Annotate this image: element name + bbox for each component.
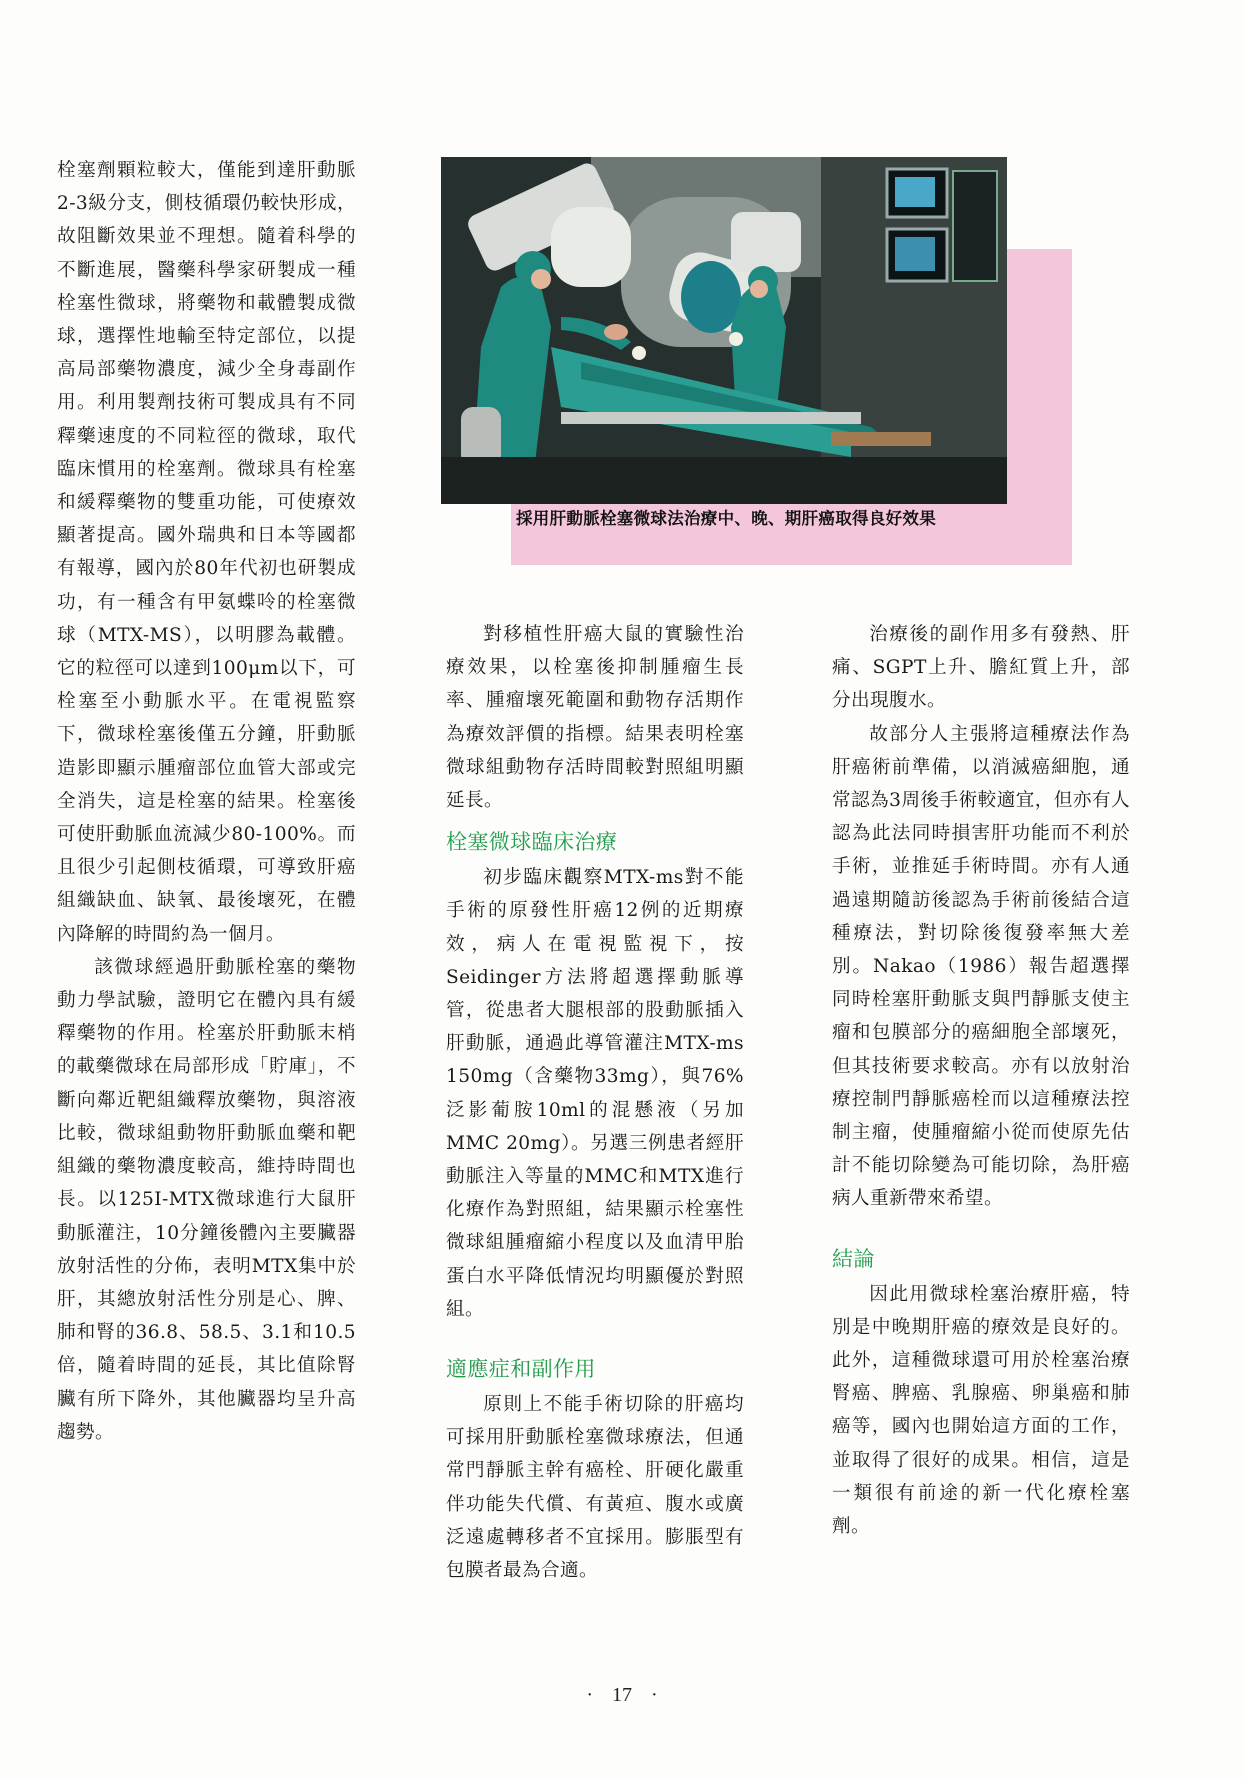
photo-caption: 採用肝動脈栓塞微球法治療中、晚、期肝癌取得良好效果 — [516, 509, 936, 528]
page-number — [0, 1684, 1244, 1707]
body-paragraph: 栓塞劑顆粒較大，僅能到達肝動脈2-3級分支，側枝循環仍較快形成，故阻斷效果並不理想。隨着科學的不斷進展，醫藥科學家研製成一種栓塞性微球，將藥物和載體製成微球，選擇性地輸至特定部位，以提高局部藥物濃度，減少全身毒副作用。利用製劑技術可製成具有不同釋藥速度的不同粒徑的微球，取代臨床慣用的栓塞劑。微球具有栓塞和緩釋藥物的雙重功能，可使療效顯著提高。國外瑞典和日本等國都有報導，國內於80年代初也研製成功，有一種含有甲氨蝶呤的栓塞微球（MTX-MS），以明膠為載體。它的粒徑可以達到100μm以下，可栓塞至小動脈水平。在電視監察下，微球栓塞後僅五分鐘，肝動脈造影即顯示腫瘤部位血管大部或完全消失，這是栓塞的結果。栓塞後可使肝動脈血流減少80-100%。而且很少引起側枝循環，可導致肝癌組織缺血、缺氧、最後壞死，在體內降解的時間約為一個月。 — [57, 160, 356, 945]
body-paragraph: 初步臨床觀察MTX-ms對不能手術的原發性肝癌12例的近期療效，病人在電視監視下，按Seidinger方法將超選擇動脈導管，從患者大腿根部的股動脈插入肝動脈，通過此導管灌注MTX-ms 150mg（含藥物33mg），與76%泛影葡胺10ml的混懸液（另加MMC 20mg）。另選三例患者經肝動脈注入等量的MMC和MTX進行化療作為對照組，結果顯示栓塞性微球組腫瘤縮小程度以及血清甲胎蛋白水平降低情況均明顯優於對照組。 — [446, 867, 744, 1320]
figure — [441, 157, 1073, 565]
body-paragraph: 對移植性肝癌大鼠的實驗性治療效果，以栓塞後抑制腫瘤生長率、腫瘤壞死範圍和動物存活期作為療效評價的指標。結果表明栓塞微球組動物存活時間較對照組明顯延長。 — [446, 624, 744, 812]
page-number-dot-left: · — [586, 1684, 593, 1706]
column-3 — [832, 618, 1130, 1543]
body-paragraph: 因此用微球栓塞治療肝癌，特別是中晚期肝癌的療效是良好的。此外，這種微球還可用於栓塞治療腎癌、脾癌、乳腺癌、卵巢癌和肺癌等，國內也開始這方面的工作，並取得了很好的成果。相信，這是一類很有前途的新一代化療栓塞劑。 — [832, 1283, 1130, 1538]
section-heading: 適應症和副作用 — [446, 1357, 596, 1382]
section-heading: 結論 — [832, 1246, 875, 1271]
body-paragraph: 該微球經過肝動脈栓塞的藥物動力學試驗，證明它在體內具有緩釋藥物的作用。栓塞於肝動脈末梢的載藥微球在局部形成「貯庫」，不斷向鄰近靶組織釋放藥物，與溶液比較，微球組動物肝動脈血藥和靶組織的藥物濃度較高，維持時間也長。以125I-MTX微球進行大鼠肝動脈灌注，10分鐘後體內主要臟器放射活性的分佈，表明MTX集中於肝，其總放射活性分別是心、脾、肺和腎的36.8、58.5、3.1和10.5倍，隨着時間的延長，其比值除腎臟有所下降外，其他臟器均呈升高趨勢。 — [57, 956, 356, 1443]
column-1 — [57, 154, 356, 1449]
page-number-dot-right: · — [651, 1684, 658, 1706]
page-number-value: 17 — [612, 1684, 632, 1706]
surgery-photo — [441, 157, 1007, 504]
body-paragraph: 故部分人主張將這種療法作為肝癌術前準備，以消滅癌細胞，通常認為3周後手術較適宜，但亦有人認為此法同時損害肝功能而不利於手術，並推延手術時間。亦有人通過遠期隨訪後認為手術前後結合這種療法，對切除後復發率無大差別。Nakao（1986）報告超選擇同時栓塞肝動脈支與門靜脈支使主瘤和包膜部分的癌細胞全部壞死，但其技術要求較高。亦有以放射治療控制門靜脈癌栓而以這種療法控制主瘤，使腫瘤縮小從而使原先估計不能切除變為可能切除，為肝癌病人重新帶來希望。 — [832, 723, 1130, 1210]
body-paragraph: 治療後的副作用多有發熱、肝痛、SGPT上升、膽紅質上升，部分出現腹水。 — [832, 624, 1130, 712]
section-heading: 栓塞微球臨床治療 — [446, 830, 618, 855]
body-paragraph: 原則上不能手術切除的肝癌均可採用肝動脈栓塞微球療法，但通常門靜脈主幹有癌栓、肝硬化嚴重伴功能失代償、有黃疸、腹水或廣泛遠處轉移者不宜採用。膨脹型有包膜者最為合適。 — [446, 1394, 744, 1582]
column-2 — [446, 618, 744, 1587]
